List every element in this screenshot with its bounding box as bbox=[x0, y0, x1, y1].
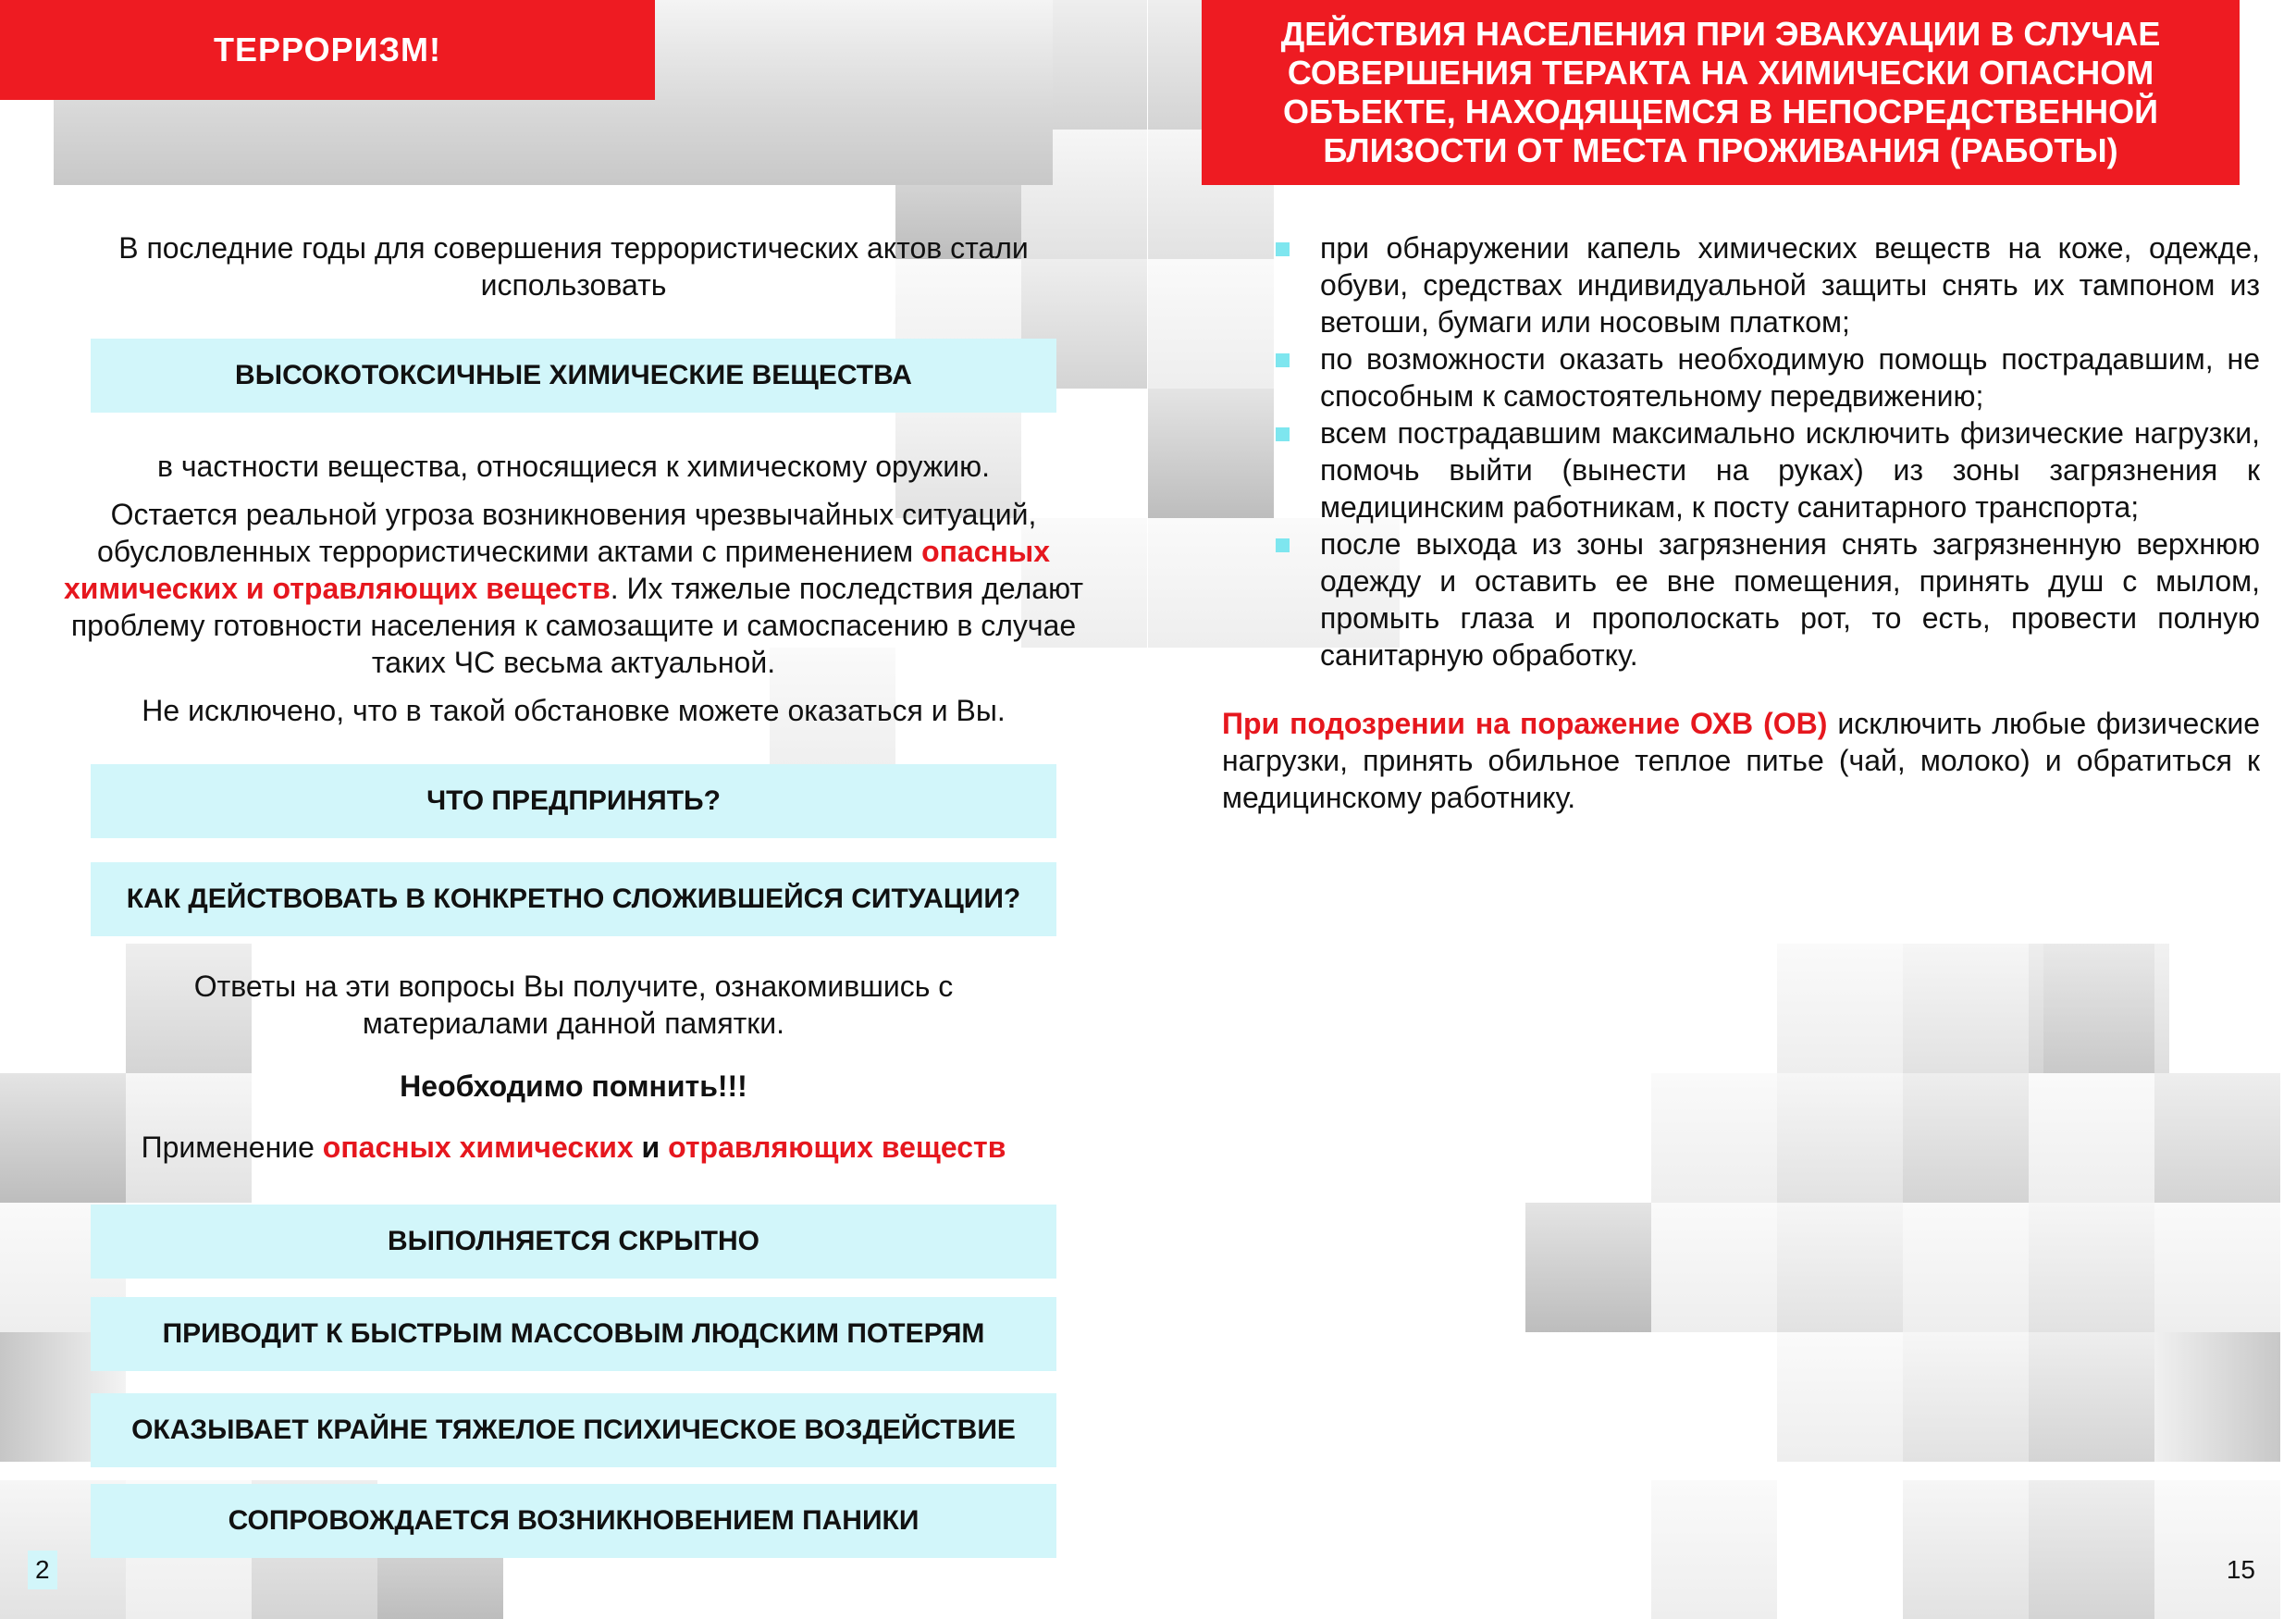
bg-tile bbox=[1903, 1480, 2029, 1619]
bg-tile bbox=[1903, 1203, 2029, 1332]
list-item-text: всем пострадавшим максимально исключить физические нагрузки, помочь выйти (вынести на руках) из зоны загрязнения к медицинским работникам, к посту санитарного транспорта; bbox=[1320, 416, 2260, 524]
list-item-text: по возможности оказать необходимую помощь пострадавшим, не способным к самостоятельному передвижению; bbox=[1320, 342, 2260, 413]
evacuation-actions-list bbox=[1268, 229, 2260, 674]
fact-box-2: ПРИВОДИТ К БЫСТРЫМ МАССОВЫМ ЛЮДСКИМ ПОТЕРЯМ bbox=[91, 1297, 1056, 1371]
bg-tile bbox=[2154, 1480, 2280, 1619]
bg-tile bbox=[1903, 944, 2029, 1073]
substances-box: ВЫСОКОТОКСИЧНЫЕ ХИМИЧЕСКИЕ ВЕЩЕСТВА bbox=[91, 339, 1056, 413]
bg-tile bbox=[2029, 1332, 2154, 1462]
bg-tile bbox=[1148, 518, 1274, 648]
suspicion-highlight: При подозрении на поражение ОХВ (ОВ) bbox=[1222, 707, 1828, 740]
bg-tile bbox=[1525, 1203, 1651, 1332]
remember-text: Необходимо помнить!!! bbox=[400, 1069, 747, 1103]
chem-weapon-text: в частности вещества, относящиеся к химическому оружию. bbox=[156, 450, 991, 483]
threat-text-start: Остается реальной угроза возникновения чрезвычайных ситуаций, обусловленных террористическими актами с применением bbox=[97, 498, 1037, 568]
bg-tile bbox=[2029, 1480, 2154, 1619]
question-box-2: КАК ДЕЙСТВОВАТЬ В КОНКРЕТНО СЛОЖИВШЕЙСЯ СИТУАЦИИ? bbox=[91, 862, 1056, 936]
intro-text: В последние годы для совершения террористических актов стали использовать bbox=[118, 231, 1029, 302]
answers-text: Ответы на эти вопросы Вы получите, ознакомившись с материалами данной памятки. bbox=[193, 970, 954, 1040]
square-bullet-icon bbox=[1276, 242, 1290, 256]
possible-text: Не исключено, что в такой обстановке можете оказаться и Вы. bbox=[142, 694, 1006, 727]
suspicion-note bbox=[1222, 705, 2260, 816]
bg-tile bbox=[2029, 1203, 2154, 1332]
section-title: ДЕЙСТВИЯ НАСЕЛЕНИЯ ПРИ ЭВАКУАЦИИ В СЛУЧАЕ СОВЕРШЕНИЯ ТЕРАКТА НА ХИМИЧЕСКИ ОПАСНОМ ОБЪЕКТЕ, НАХОДЯЩЕМСЯ В НЕПОСРЕДСТВЕННОЙ БЛИЗОСТИ ОТ МЕСТА ПРОЖИВАНИЯ (РАБОТЫ) bbox=[1202, 0, 2240, 185]
suspicion-text: исключить любые физические нагрузки, принять обильное теплое питье (чай, молоко) и обратиться к медицинскому работнику. bbox=[1222, 707, 2261, 814]
right-page bbox=[1148, 0, 2296, 1619]
bg-tile bbox=[1148, 389, 1274, 518]
threat-highlight: опасных химических и отравляющих веществ bbox=[63, 535, 1050, 605]
fact-box-3: ОКАЗЫВАЕТ КРАЙНЕ ТЯЖЕЛОЕ ПСИХИЧЕСКОЕ ВОЗДЕЙСТВИЕ bbox=[91, 1393, 1056, 1467]
bg-tile bbox=[1777, 1332, 1903, 1462]
bg-tile bbox=[1903, 1332, 2029, 1462]
threat-text-end: . Их тяжелые последствия делают проблему готовности населения к самозащите и самоспасению в случае таких ЧС весьма актуальной. bbox=[70, 572, 1084, 679]
usage-line bbox=[56, 1129, 1092, 1166]
list-item bbox=[1268, 340, 2260, 414]
list-item-text: при обнаружении капель химических веществ на коже, одежде, обуви, средствах индивидуальной защиты снять их тампоном из ветоши, бумаги или носовым платком; bbox=[1320, 231, 2260, 339]
list-item-text: после выхода из зоны загрязнения снять загрязненную верхнюю одежду и оставить ее вне помещения, принять душ с мылом, промыть глаза и прополоскать рот, то есть, провести полную санитарную обработку. bbox=[1320, 527, 2260, 672]
bg-tile bbox=[1651, 1480, 1777, 1619]
page-number: 2 bbox=[28, 1551, 57, 1589]
bg-tile bbox=[1777, 944, 1903, 1073]
square-bullet-icon bbox=[1276, 427, 1290, 441]
square-bullet-icon bbox=[1276, 538, 1290, 552]
bg-tile bbox=[2029, 1073, 2154, 1203]
usage-highlight-2: отравляющих веществ bbox=[668, 1131, 1006, 1164]
usage-highlight-1: опасных химических bbox=[322, 1131, 634, 1164]
square-bullet-icon bbox=[1276, 353, 1290, 367]
threat-paragraph bbox=[51, 496, 1096, 681]
bg-tile bbox=[1651, 1203, 1777, 1332]
list-item bbox=[1268, 414, 2260, 525]
page-number: 15 bbox=[2226, 1555, 2255, 1584]
bg-tile bbox=[1903, 1073, 2029, 1203]
fact-box-4: СОПРОВОЖДАЕТСЯ ВОЗНИКНОВЕНИЕМ ПАНИКИ bbox=[91, 1484, 1056, 1558]
question-box-1: ЧТО ПРЕДПРИНЯТЬ? bbox=[91, 764, 1056, 838]
usage-and: и bbox=[641, 1131, 660, 1164]
fact-box-1: ВЫПОЛНЯЕТСЯ СКРЫТНО bbox=[91, 1205, 1056, 1279]
bg-tile bbox=[1777, 1203, 1903, 1332]
bg-tile bbox=[1777, 1073, 1903, 1203]
bg-tile bbox=[2154, 1203, 2280, 1332]
usage-prefix: Применение bbox=[141, 1131, 315, 1164]
bg-tile bbox=[2043, 944, 2169, 1073]
bg-tile bbox=[2154, 1073, 2280, 1203]
list-item bbox=[1268, 525, 2260, 674]
bg-tile bbox=[2154, 1332, 2280, 1462]
page-title: ТЕРРОРИЗМ! bbox=[0, 0, 655, 100]
list-item bbox=[1268, 229, 2260, 340]
bg-tile bbox=[1651, 1073, 1777, 1203]
bg-tile bbox=[1148, 259, 1274, 389]
